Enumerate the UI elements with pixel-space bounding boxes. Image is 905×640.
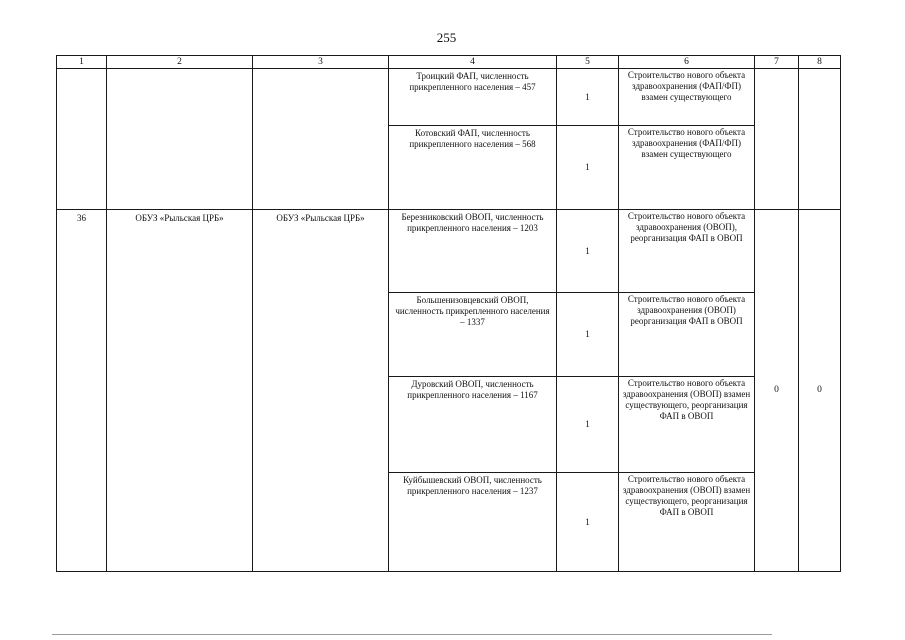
header-cell: 8 [799,56,841,69]
facility-name-cell: Котовский ФАП, численность прикрепленного населения – 568 [389,126,557,210]
organization-cell: ОБУЗ «Рыльская ЦРБ» [107,210,253,572]
header-cell: 6 [619,56,755,69]
col8-value-cell: 0 [799,210,841,572]
construction-type-cell: Строительство нового объекта здравоохранения (ФАП/ФП) взамен существующего [619,126,755,210]
number-cell: 36 [57,210,107,572]
organization-cell [107,69,253,210]
construction-type-cell: Строительство нового объекта здравоохранения (ОВОП) взамен существующего, реорганизация ФАП в ОВОП [619,377,755,473]
header-cell: 2 [107,56,253,69]
header-cell: 5 [557,56,619,69]
facility-name-cell: Куйбышевский ОВОП, численность прикрепленного населения – 1237 [389,473,557,572]
construction-type-cell: Строительство нового объекта здравоохранения (ОВОП), реорганизация ФАП в ОВОП [619,210,755,293]
number-cell [57,69,107,210]
construction-type-cell: Строительство нового объекта здравоохранения (ОВОП) взамен существующего, реорганизация ФАП в ОВОП [619,473,755,572]
quantity-cell: 1 [557,126,619,210]
quantity-cell: 1 [557,210,619,293]
quantity-cell: 1 [557,293,619,377]
col7-value-cell: 0 [755,210,799,572]
quantity-cell: 1 [557,473,619,572]
organization-cell: ОБУЗ «Рыльская ЦРБ» [253,210,389,572]
col7-cell [755,69,799,210]
facilities-table [56,55,841,572]
header-row [57,56,841,69]
page-number: 255 [436,30,457,45]
organization-cell [253,69,389,210]
bottom-rule [52,634,772,635]
facility-name-cell: Дуровский ОВОП, численность прикрепленного населения – 1167 [389,377,557,473]
col8-cell [799,69,841,210]
quantity-cell: 1 [557,69,619,126]
header-cell: 4 [389,56,557,69]
header-cell: 1 [57,56,107,69]
header-cell: 3 [253,56,389,69]
quantity-cell: 1 [557,377,619,473]
construction-type-cell: Строительство нового объекта здравоохранения (ФАП/ФП) взамен существующего [619,69,755,126]
facility-name-cell: Березниковский ОВОП, численность прикрепленного населения – 1203 [389,210,557,293]
facility-name-cell: Троицкий ФАП, численность прикрепленного населения – 457 [389,69,557,126]
table-row [57,69,841,126]
table-row [57,210,841,293]
facility-name-cell: Большенизовцевский ОВОП, численность прикрепленного населения – 1337 [389,293,557,377]
construction-type-cell: Строительство нового объекта здравоохранения (ОВОП) реорганизация ФАП в ОВОП [619,293,755,377]
header-cell: 7 [755,56,799,69]
